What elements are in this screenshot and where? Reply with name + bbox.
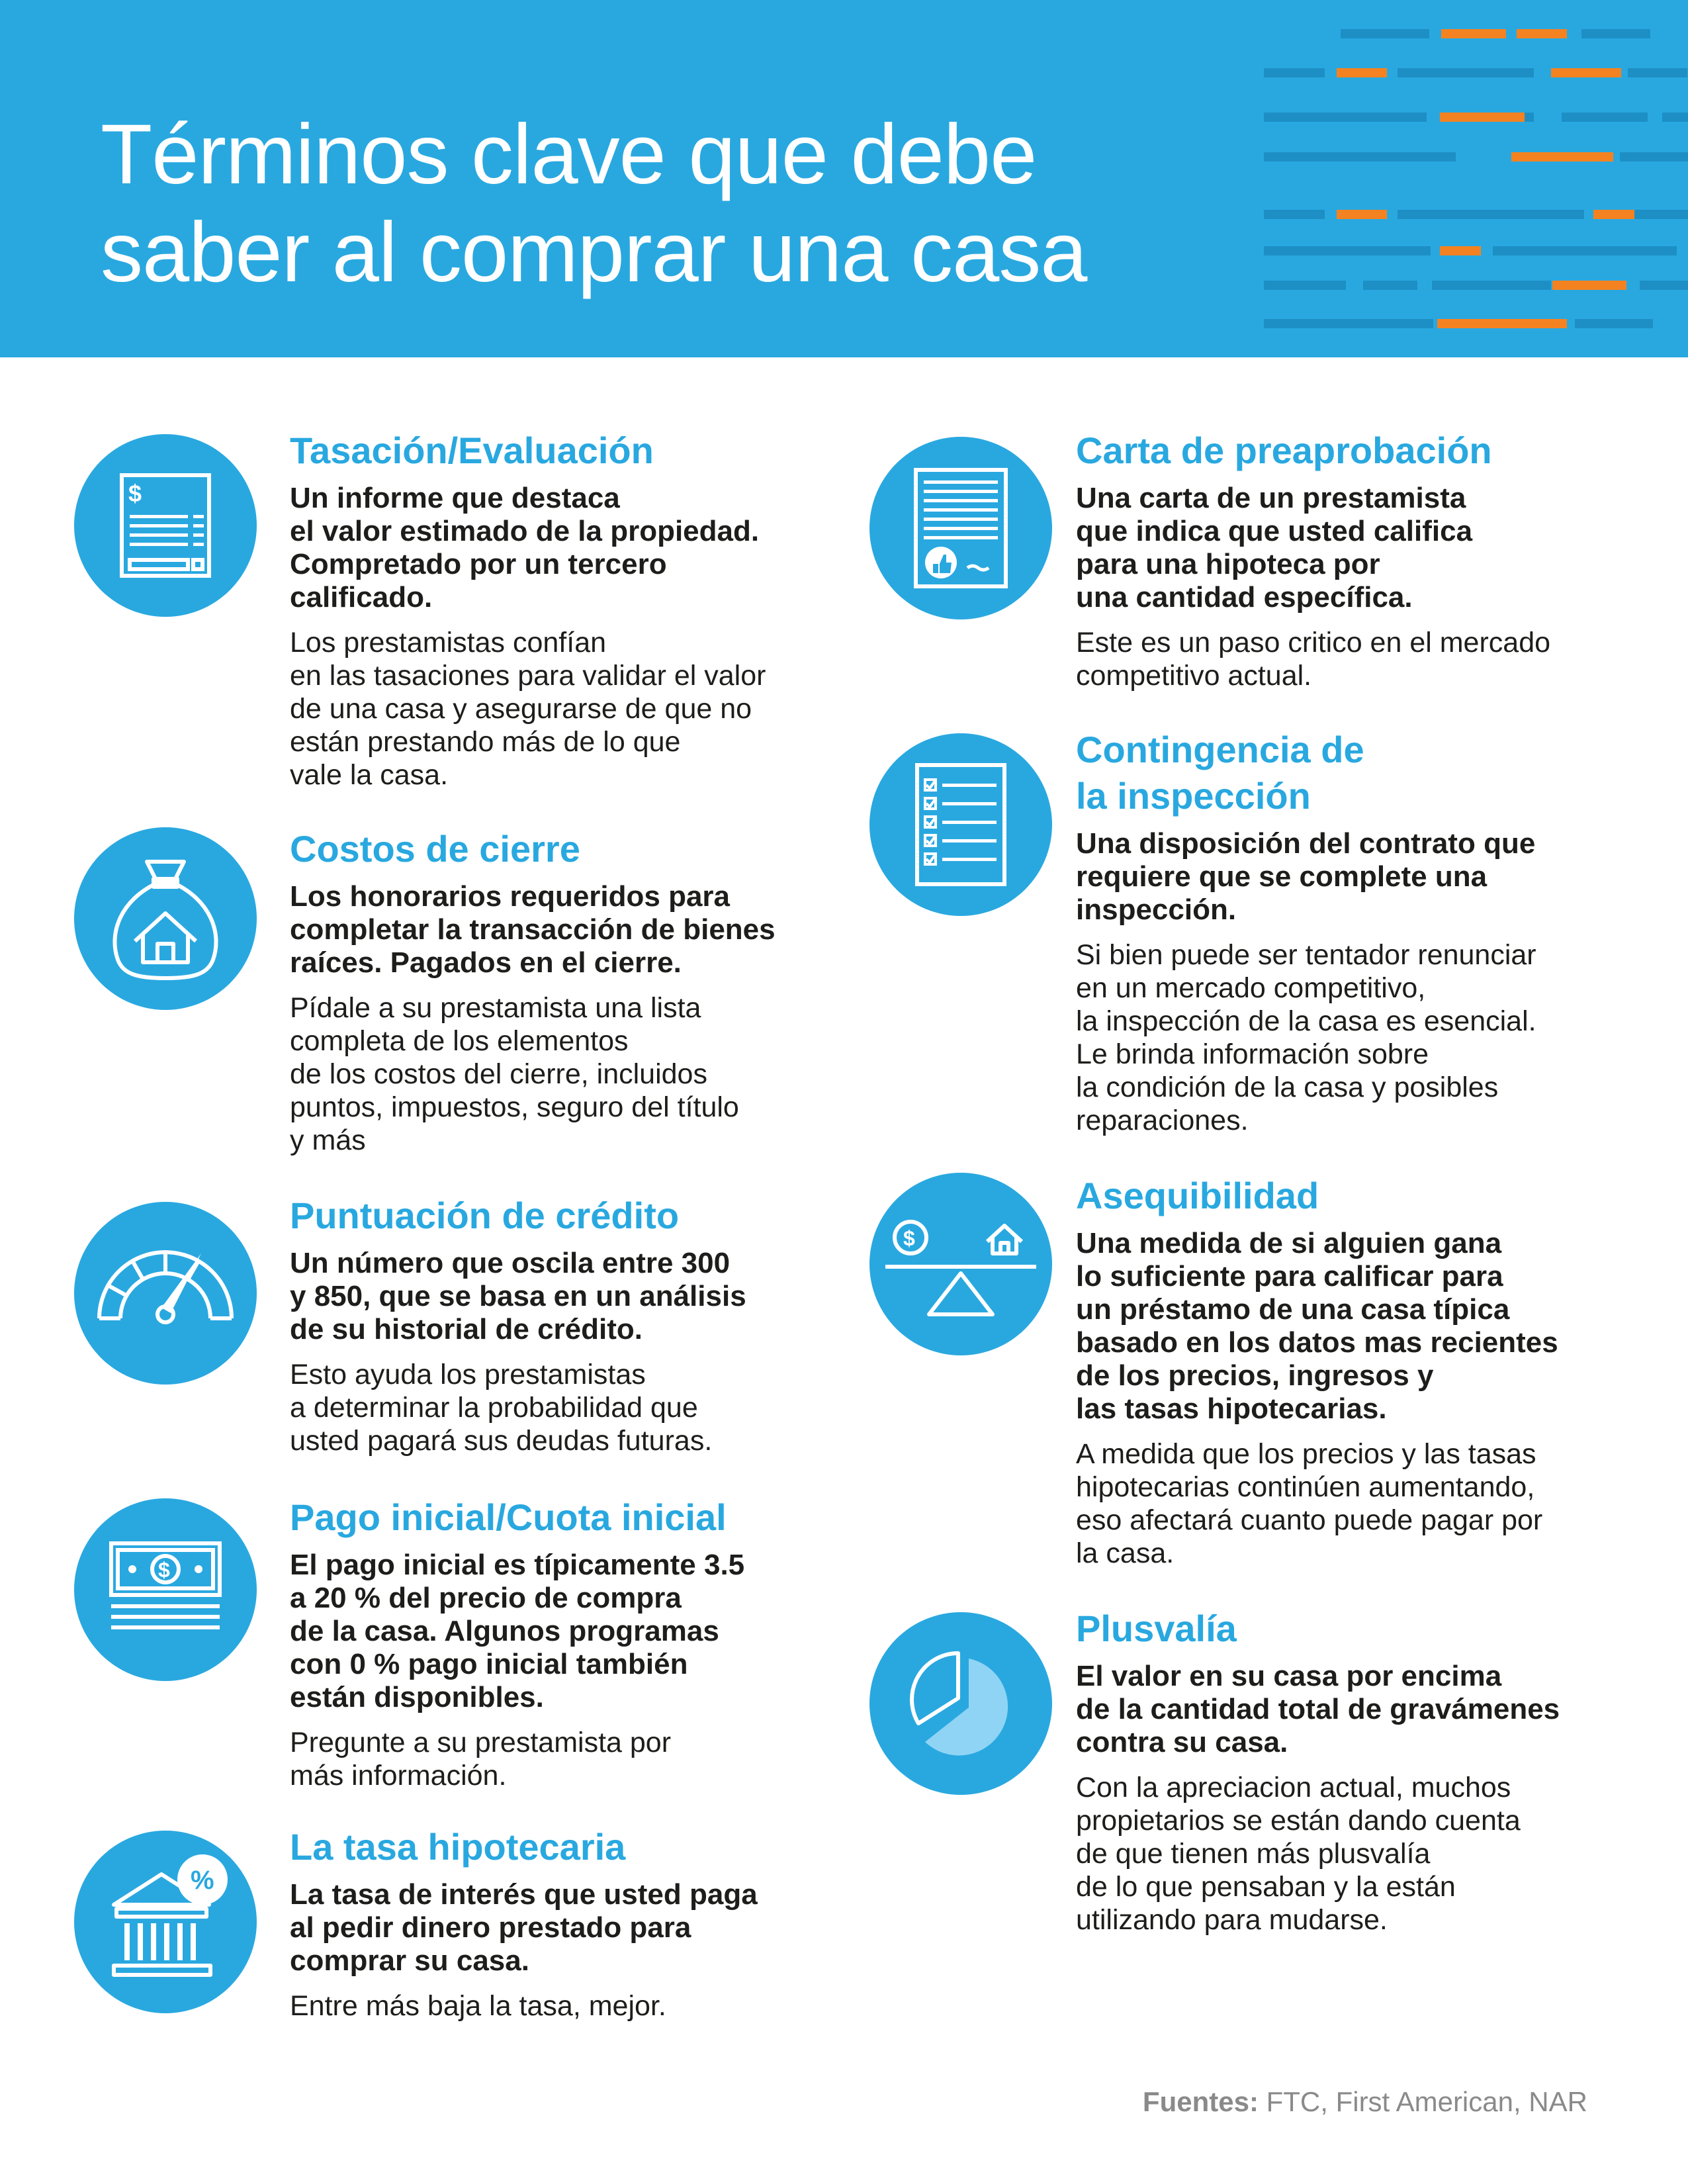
term-closing-costs	[290, 826, 819, 1157]
term-note: Pregunte a su prestamista por más información.	[290, 1727, 672, 1792]
title-line-2: saber al comprar una casa	[101, 205, 1087, 300]
term-affordability	[1076, 1173, 1671, 1570]
cash-bill-icon	[74, 1498, 257, 1681]
sources-text: FTC, First American, NAR	[1258, 2086, 1587, 2117]
term-inspection-contingency	[1076, 727, 1671, 1137]
appraisal-document-icon	[74, 434, 257, 617]
term-note: A medida que los precios y las tasas hipotecarias continúen aumentando, eso afectará cuanto puede pagar por la casa.	[1076, 1438, 1543, 1569]
term-down-payment	[290, 1494, 819, 1792]
title-line-1: Términos clave que debe	[101, 107, 1037, 202]
term-note: Entre más baja la tasa, mejor.	[290, 1990, 666, 2022]
balance-scale-icon	[869, 1173, 1052, 1355]
term-equity	[1076, 1606, 1671, 1936]
term-note: Este es un paso critico en el mercado competitivo actual.	[1076, 627, 1551, 692]
term-title: Plusvalía	[1076, 1608, 1237, 1649]
term-title: Puntuación de crédito	[290, 1195, 680, 1236]
term-definition: La tasa de interés que usted paga al pedir dinero prestado para comprar su casa.	[290, 1878, 758, 1977]
svg-text:%: %	[191, 1866, 214, 1895]
checklist-icon	[869, 733, 1052, 916]
term-preapproval-letter	[1076, 428, 1671, 692]
credit-gauge-icon	[74, 1202, 257, 1385]
svg-text:$: $	[158, 1558, 170, 1582]
page-title	[101, 106, 1087, 302]
term-definition: Un número que oscila entre 300 y 850, que se basa en un análisis de su historial de crédito.	[290, 1247, 746, 1345]
term-note: Pídale a su prestamista una lista completa de los elementos de los costos del cierre, incluidos puntos, impuestos, seguro del título y más	[290, 992, 739, 1156]
term-title: Asequibilidad	[1076, 1175, 1319, 1216]
term-title: Carta de preaprobación	[1076, 430, 1492, 471]
term-definition: Una disposición del contrato que requiere que se complete una inspección.	[1076, 827, 1536, 926]
term-definition: El valor en su casa por encima de la cantidad total de gravámenes contra su casa.	[1076, 1660, 1560, 1758]
sources-label: Fuentes:	[1142, 2086, 1259, 2117]
term-title: La tasa hipotecaria	[290, 1826, 626, 1868]
term-appraisal	[290, 428, 819, 792]
bank-percent-icon	[74, 1831, 257, 2013]
term-definition: Una medida de si alguien gana lo suficiente para calificar para un préstamo de una casa típica basado en los datos mas recientes de los precios, ingresos y las tasas hipotecarias.	[1076, 1227, 1558, 1425]
term-note: Esto ayuda los prestamistas a determinar la probabilidad que usted pagará sus deudas futuras.	[290, 1359, 713, 1457]
term-definition: Los honorarios requeridos para completar la transacción de bienes raíces. Pagados en el cierre.	[290, 880, 776, 979]
term-definition: El pago inicial es típicamente 3.5 a 20 % del precio de compra de la casa. Algunos programas con 0 % pago inicial también están disponibles.	[290, 1549, 745, 1713]
term-definition: Un informe que destaca el valor estimado de la propiedad. Compretado por un tercero calificado.	[290, 482, 760, 614]
money-bag-house-icon	[74, 827, 257, 1010]
term-mortgage-rate	[290, 1824, 819, 2023]
svg-text:$: $	[903, 1226, 915, 1250]
term-note: Si bien puede ser tentador renunciar en un mercado competitivo, la inspección de la casa es esencial. Le brinda información sobre la condición de la casa y posibles reparaciones.	[1076, 939, 1536, 1136]
svg-text:$: $	[128, 480, 142, 507]
header-banner	[0, 0, 1688, 357]
term-note: Los prestamistas confían en las tasaciones para validar el valor de una casa y asegurarse de que no están prestando más de lo que vale la casa.	[290, 627, 766, 791]
term-credit-score	[290, 1193, 819, 1457]
term-title: Costos de cierre	[290, 828, 580, 870]
pie-chart-icon	[869, 1612, 1052, 1795]
term-title: Pago inicial/Cuota inicial	[290, 1496, 727, 1538]
approval-letter-icon	[869, 437, 1052, 619]
term-definition: Una carta de un prestamista que indica que usted califica para una hipoteca por una cantidad específica.	[1076, 482, 1473, 614]
term-title: Contingencia de la inspección	[1076, 729, 1364, 817]
term-title: Tasación/Evaluación	[290, 430, 654, 471]
sources-footnote	[1143, 2086, 1587, 2118]
term-note: Con la apreciacion actual, muchos propietarios se están dando cuenta de que tienen más plusvalía de lo que pensaban y la están utilizando para mudarse.	[1076, 1772, 1521, 1936]
